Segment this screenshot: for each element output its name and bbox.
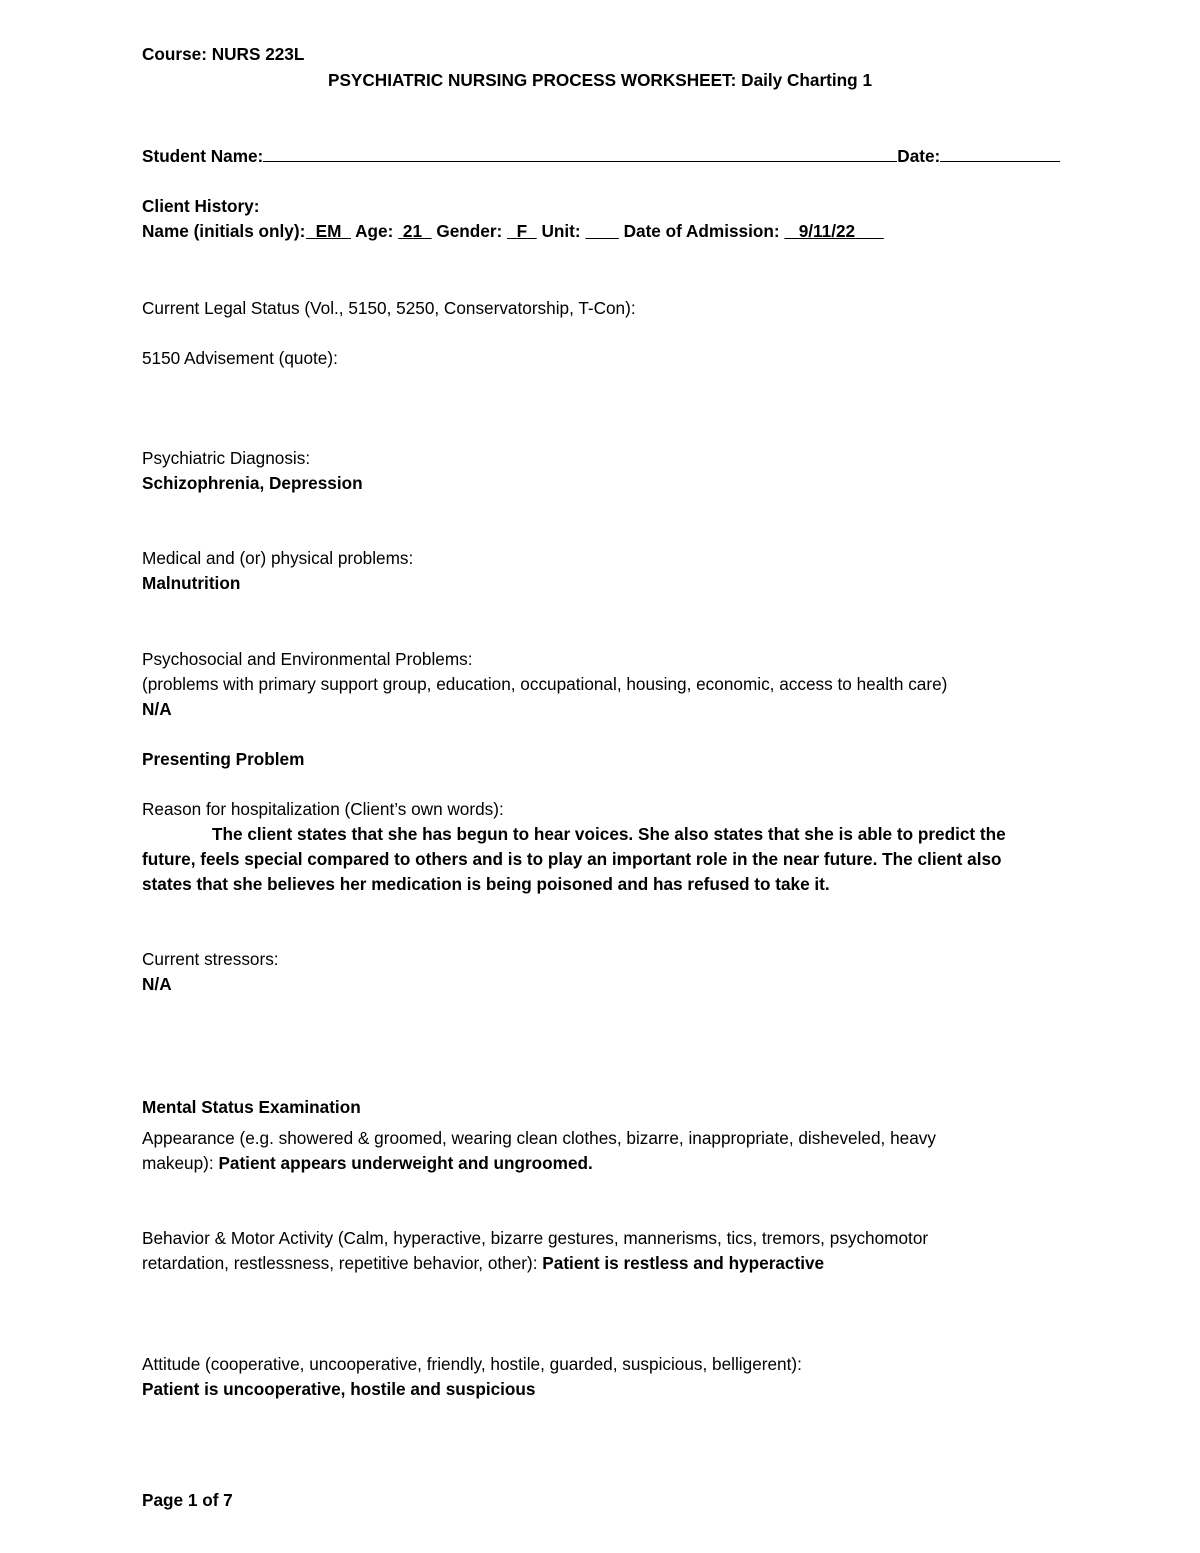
- stressors-label: Current stressors:: [142, 949, 279, 969]
- advisement-label: 5150 Advisement (quote):: [142, 348, 338, 368]
- student-name-field[interactable]: [263, 143, 897, 162]
- admission-field[interactable]: 9/11/22: [798, 221, 856, 241]
- date-field[interactable]: [940, 143, 1060, 162]
- age-field[interactable]: 21: [402, 221, 423, 241]
- psychosocial-value: N/A: [142, 699, 172, 719]
- reason-text-line1: The client states that she has begun to hear voices. She also states that she is able to predict the: [212, 824, 1006, 844]
- appearance-row: [142, 1151, 593, 1176]
- appearance-label-line2: makeup):: [142, 1153, 214, 1173]
- diagnosis-value: Schizophrenia, Depression: [142, 473, 363, 493]
- behavior-value: Patient is restless and hyperactive: [542, 1253, 825, 1273]
- gender-label: Gender:: [436, 221, 503, 241]
- medical-label: Medical and (or) physical problems:: [142, 548, 414, 568]
- page-number: Page 1 of 7: [142, 1490, 233, 1510]
- gender-field[interactable]: F: [516, 221, 528, 241]
- date-label: Date:: [897, 146, 941, 166]
- psychosocial-sublabel: (problems with primary support group, education, occupational, housing, economic, access to health care): [142, 674, 948, 694]
- admission-label: Date of Admission:: [623, 221, 780, 241]
- client-initials-field[interactable]: EM: [315, 221, 342, 241]
- page-title: PSYCHIATRIC NURSING PROCESS WORKSHEET: Daily Charting 1: [327, 70, 872, 90]
- appearance-label-line1: Appearance (e.g. showered & groomed, wearing clean clothes, bizarre, inappropriate, disheveled, heavy: [142, 1128, 936, 1148]
- unit-field[interactable]: [585, 221, 618, 241]
- mse-heading: Mental Status Examination: [142, 1097, 361, 1117]
- reason-text-line3: states that she believes her medication is being poisoned and has refused to take it.: [142, 874, 830, 894]
- student-name-row: [142, 143, 1060, 169]
- client-history-heading: Client History:: [142, 196, 260, 216]
- legal-status-label: Current Legal Status (Vol., 5150, 5250, Conservatorship, T-Con):: [142, 298, 636, 318]
- client-info-row: [142, 219, 884, 244]
- stressors-value: N/A: [142, 974, 172, 994]
- reason-label: Reason for hospitalization (Client’s own words):: [142, 799, 504, 819]
- student-name-label: Student Name:: [142, 146, 264, 166]
- attitude-label: Attitude (cooperative, uncooperative, friendly, hostile, guarded, suspicious, belligerent):: [142, 1354, 802, 1374]
- behavior-label-line2: retardation, restlessness, repetitive behavior, other):: [142, 1253, 538, 1273]
- course-label: Course: NURS 223L: [142, 44, 305, 64]
- behavior-row: [142, 1251, 824, 1276]
- diagnosis-label: Psychiatric Diagnosis:: [142, 448, 311, 468]
- attitude-value: Patient is uncooperative, hostile and suspicious: [142, 1379, 536, 1399]
- age-label: Age:: [355, 221, 394, 241]
- psychosocial-label: Psychosocial and Environmental Problems:: [142, 649, 473, 669]
- presenting-problem-heading: Presenting Problem: [142, 749, 305, 769]
- medical-value: Malnutrition: [142, 573, 241, 593]
- client-name-label: Name (initials only):: [142, 221, 306, 241]
- unit-label: Unit:: [541, 221, 581, 241]
- behavior-label-line1: Behavior & Motor Activity (Calm, hyperactive, bizarre gestures, mannerisms, tics, tremors, psychomotor: [142, 1228, 929, 1248]
- appearance-value: Patient appears underweight and ungroomed.: [218, 1153, 593, 1173]
- reason-text-line2: future, feels special compared to others and is to play an important role in the near future. The client also: [142, 849, 1002, 869]
